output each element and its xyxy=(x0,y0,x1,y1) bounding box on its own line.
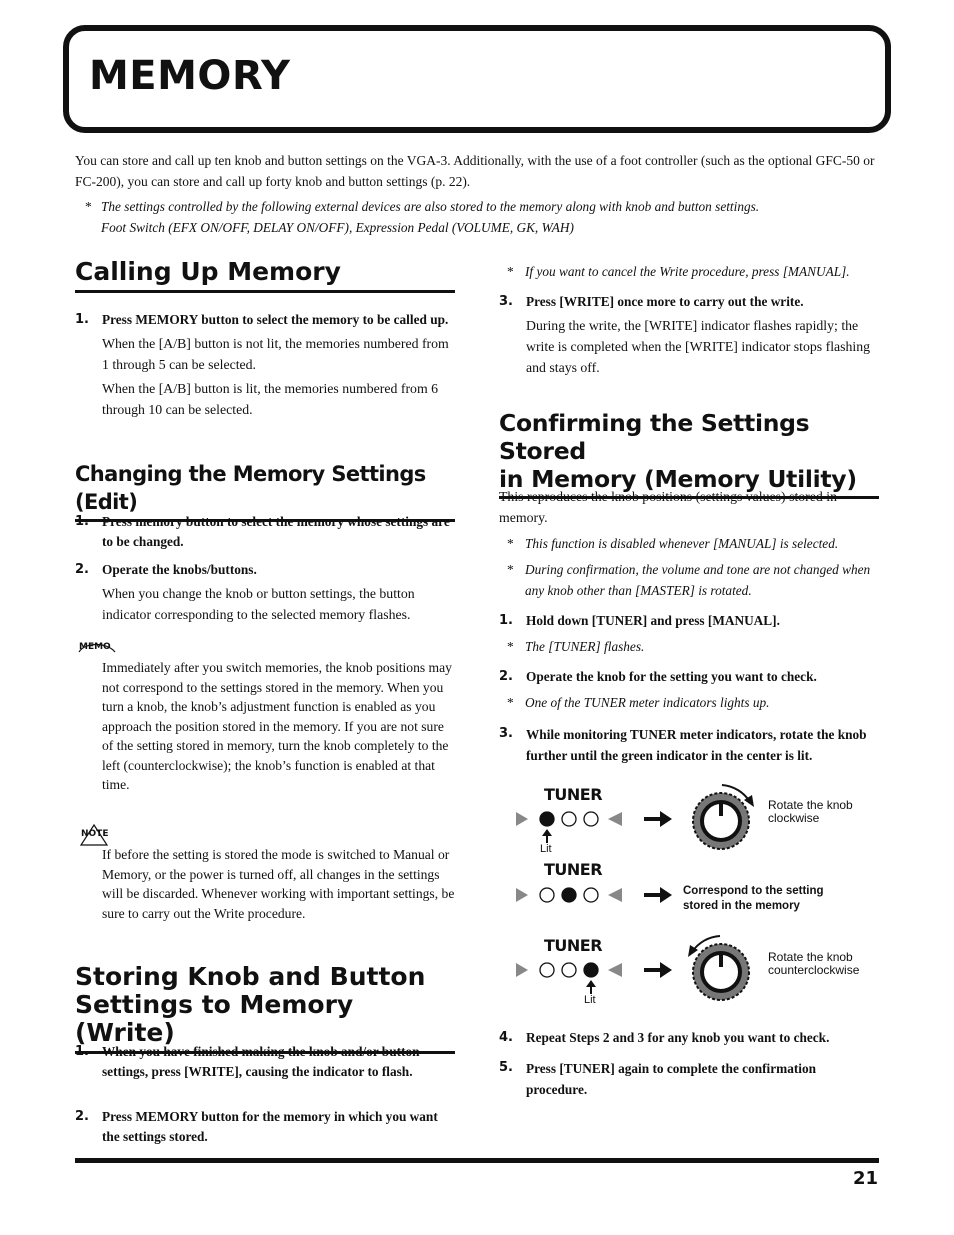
right-arrow-icon xyxy=(644,810,674,828)
step-instruction: Hold down [TUNER] and press [MANUAL]. xyxy=(526,613,780,628)
write-step-3 xyxy=(499,292,879,378)
step-instruction: While monitoring TUNER meter indicators, rotate the knob further until the green indicator in the center is lit. xyxy=(526,727,867,763)
write-heading xyxy=(75,963,455,1054)
edit-step-1 xyxy=(75,512,455,552)
knob-clockwise-icon xyxy=(684,780,760,852)
step-note-text: The [TUNER] flashes. xyxy=(525,639,645,654)
cancel-note xyxy=(499,261,879,282)
step-text: During the write, the [WRITE] indicator flashes rapidly; the write is completed when the [WRITE] indicator stops flashing and stays off. xyxy=(526,318,871,375)
asterisk-icon: * xyxy=(507,695,514,710)
tuner-meter-row-2 xyxy=(514,884,626,906)
step-instruction: Press MEMORY button to select the memory to be called up. xyxy=(102,312,449,327)
step-number: 5. xyxy=(499,1060,513,1075)
page-title: MEMORY xyxy=(89,53,291,99)
up-arrow-icon xyxy=(542,829,552,843)
intro-section xyxy=(75,150,875,238)
utility-note-2 xyxy=(499,559,879,601)
utility-step-3 xyxy=(499,724,879,766)
footer-rule xyxy=(75,1158,879,1163)
asterisk-icon: * xyxy=(507,264,514,279)
step-number: 2. xyxy=(499,669,513,684)
utility-heading-line1: Confirming the Settings Stored xyxy=(499,409,810,465)
knob-counterclockwise-icon xyxy=(684,930,760,1004)
tuner-label: TUNER xyxy=(544,785,603,804)
row-2-text xyxy=(683,885,824,913)
step-text: When you change the knob or button settings, the button indicator corresponding to the selected memory flashes. xyxy=(102,586,415,622)
intro-note-line2: Foot Switch (EFX ON/OFF, DELAY ON/OFF), Expression Pedal (VOLUME, GK, WAH) xyxy=(101,220,574,235)
step-instruction: Operate the knobs/buttons. xyxy=(102,562,257,577)
utility-step-2 xyxy=(499,667,879,687)
utility-note-2-text: During confirmation, the volume and tone are not changed when any knob other than [MASTER] is rotated. xyxy=(525,562,871,598)
title-box xyxy=(63,25,891,133)
step-text: When the [A/B] button is not lit, the memories numbered from 1 through 5 can be selected. xyxy=(102,336,449,372)
write-step-1 xyxy=(75,1042,455,1081)
memo-label: MEMO xyxy=(79,642,111,652)
asterisk-icon: * xyxy=(507,562,514,577)
step-number: 1. xyxy=(75,1044,89,1059)
step-instruction: Press MEMORY button for the memory in which you want the settings stored. xyxy=(102,1109,438,1144)
step-number: 2. xyxy=(75,1109,89,1124)
step-number: 4. xyxy=(499,1030,513,1045)
tuner-label: TUNER xyxy=(544,936,603,955)
row-2-text-line2: stored in the memory xyxy=(683,900,800,912)
utility-step-1-note xyxy=(499,636,879,657)
tuner-meter-row-3 xyxy=(514,959,626,981)
intro-text: You can store and call up ten knob and button settings on the VGA-3. Additionally, with the use of a foot controller (such as the optional GFC-50 or FC-200), you can store and call up forty knob and button settings (p. 22). xyxy=(75,153,875,189)
row-2-text-line1: Correspond to the setting xyxy=(683,885,824,897)
step-note-text: One of the TUNER meter indicators lights up. xyxy=(525,695,770,710)
row-3-text-line1: Rotate the knob xyxy=(768,950,853,964)
utility-intro: This reproduces the knob positions (settings values) stored in memory. xyxy=(499,489,837,525)
utility-note-1-text: This function is disabled whenever [MANUAL] is selected. xyxy=(525,536,839,551)
memo-text: Immediately after you switch memories, the knob positions may not correspond to the settings stored in the memory. When you turn a knob, the knob’s adjustment function is enabled as you approach the position stored in the memory. If you are not sure of the setting stored in memory, turn the knob completely to the left (counterclockwise); the knob’s function is enabled at that time. xyxy=(102,660,452,792)
step-instruction: Press [TUNER] again to complete the confirmation procedure. xyxy=(526,1061,817,1097)
step-number: 2. xyxy=(75,562,89,577)
utility-note-1 xyxy=(499,533,879,554)
step-instruction: Press [WRITE] once more to carry out the write. xyxy=(526,294,804,309)
note-label: NOTE xyxy=(81,829,109,839)
up-arrow-icon xyxy=(586,980,596,994)
edit-heading: Changing the Memory Settings (Edit) xyxy=(75,460,455,522)
tuner-label: TUNER xyxy=(544,860,603,879)
write-heading-line2: Settings to Memory (Write) xyxy=(75,990,354,1047)
asterisk-icon: * xyxy=(85,199,92,214)
write-step-2 xyxy=(75,1107,455,1146)
utility-step-1 xyxy=(499,611,879,631)
row-1-text xyxy=(768,799,853,825)
step-number: 1. xyxy=(75,514,89,529)
step-number: 3. xyxy=(499,726,513,741)
row-1-text-line2: clockwise xyxy=(768,811,820,825)
utility-heading-line2: in Memory (Memory Utility) xyxy=(499,465,857,493)
row-3-text xyxy=(768,951,859,977)
calling-heading: Calling Up Memory xyxy=(75,258,455,293)
right-arrow-icon xyxy=(644,961,674,979)
intro-note-line1: The settings controlled by the following external devices are also stored to the memory along with knob and button settings. xyxy=(101,199,760,214)
utility-step-2-note xyxy=(499,692,879,713)
cancel-note-text: If you want to cancel the Write procedure, press [MANUAL]. xyxy=(525,264,850,279)
lit-label: Lit xyxy=(540,843,552,855)
step-instruction: Operate the knob for the setting you want to check. xyxy=(526,669,817,684)
step-instruction: Press memory button to select the memory whose settings are to be changed. xyxy=(102,514,450,549)
tuner-meter-row-1 xyxy=(514,808,626,830)
calling-step-1 xyxy=(75,310,455,420)
note-text: If before the setting is stored the mode is switched to Manual or Memory, or the power is turned off, all changes in the settings will be discarded. Whenever working with important settings, be sure to carry out the Write procedure. xyxy=(102,847,455,921)
right-arrow-icon xyxy=(644,886,674,904)
row-1-text-line1: Rotate the knob xyxy=(768,798,853,812)
step-number: 1. xyxy=(75,312,89,327)
row-3-text-line2: counterclockwise xyxy=(768,963,860,977)
asterisk-icon: * xyxy=(507,536,514,551)
utility-step-4 xyxy=(499,1028,879,1048)
intro-note xyxy=(75,196,875,238)
step-text: When the [A/B] button is lit, the memories numbered from 6 through 10 can be selected. xyxy=(102,381,439,417)
utility-step-5 xyxy=(499,1058,879,1100)
page-number: 21 xyxy=(852,1168,878,1189)
edit-step-2 xyxy=(75,560,455,625)
step-number: 1. xyxy=(499,613,513,628)
step-instruction: When you have finished making the knob and/or button settings, press [WRITE], causing the indicator to flash. xyxy=(102,1044,420,1079)
step-number: 3. xyxy=(499,294,513,309)
step-instruction: Repeat Steps 2 and 3 for any knob you want to check. xyxy=(526,1030,830,1045)
write-heading-line1: Storing Knob and Button xyxy=(75,962,426,991)
lit-label: Lit xyxy=(584,994,596,1006)
asterisk-icon: * xyxy=(507,639,514,654)
